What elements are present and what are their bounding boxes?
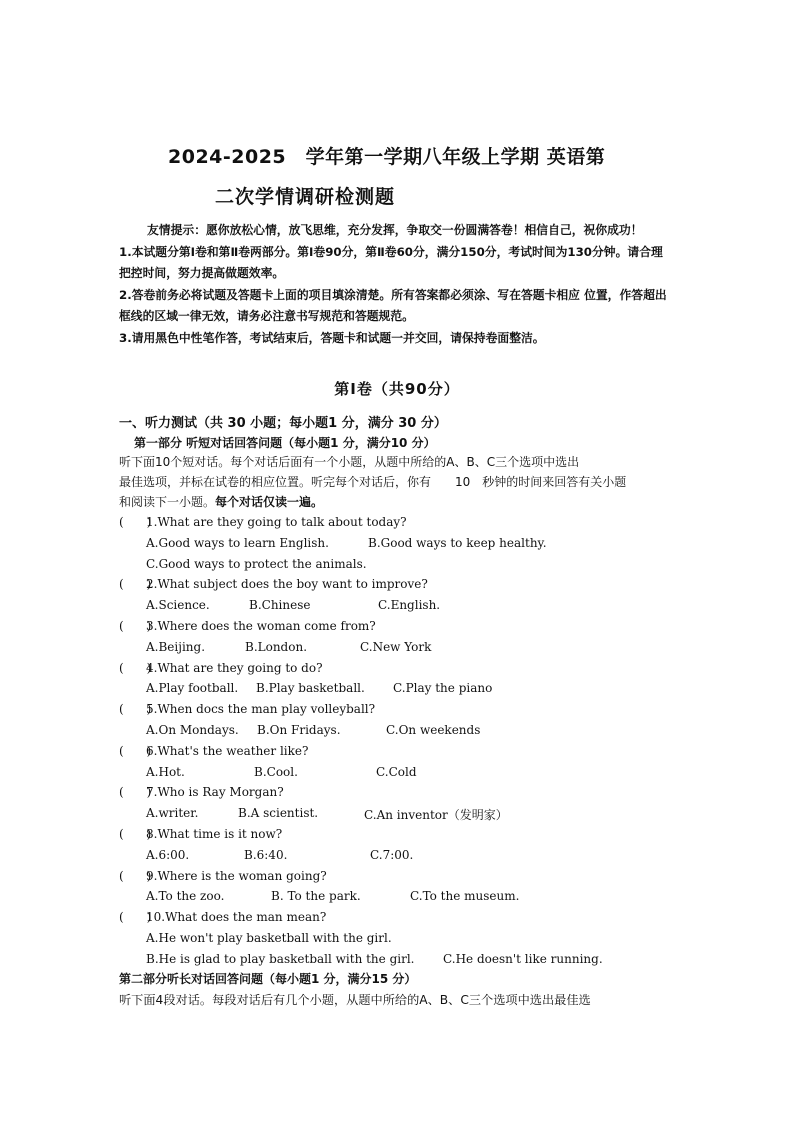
option-row [119,596,679,617]
question-stem: 6.What's the weather like? [146,743,309,758]
answer-bracket: ( ) [119,577,152,592]
tip-3: 3.请用黑色中性笔作答，考试结束后，答题卡和试题一并交回，请保持卷面整洁。 [119,331,545,345]
option-b: B.6:40. [244,847,288,862]
question-stem: 4.What are they going to do? [146,660,323,675]
question-item [119,867,679,888]
question-stem: 8.What time is it now? [146,826,283,841]
question-stem: 5.When docs the man play volleyball? [146,702,376,717]
question-stem: 3.Where does the woman come from? [146,618,376,633]
answer-bracket: ( ) [119,826,152,841]
option-a: A.Good ways to learn English. [146,535,329,550]
instruction-line [119,492,667,512]
answer-bracket: ( ) [119,785,152,800]
part-two-heading: 第二部分听长对话回答问题（每小题1 分，满分15 分） [119,972,417,986]
instruction-line: 最佳选项，并标在试卷的相应位置。听完每个对话后，你有 10 秒钟的时间来回答有关小题 [119,475,627,489]
question-item [119,908,679,929]
option-a: A.On Mondays. [146,722,239,737]
question-item [119,659,679,680]
option-row [119,638,679,659]
question-item [119,700,679,721]
option-c: C.New York [360,639,432,654]
part-two-instruction: 听下面4段对话。每段对话后有几个小题，从题中所给的A、B、C三个选项中选出最佳选 [119,993,591,1007]
option-b: B.A scientist. [238,806,319,821]
option-b: B.Cool. [254,764,298,779]
answer-bracket: ( ) [119,868,152,883]
option-a: A.Science. [146,598,210,613]
option-c: C.English. [378,598,441,613]
answer-bracket: ( ) [119,702,152,717]
question-stem: 1.What are they going to talk about today? [146,515,407,529]
instruction-line: 听下面10个短对话。每个对话后面有一个小题，从题中所给的A、B、C三个选项中选出 [119,455,580,469]
option-row [119,555,679,576]
option-b: B.He is glad to play basketball with the girl. [146,951,415,966]
instruction-text: 和阅读下一小题。 [119,495,216,509]
option-a: A.Play football. [146,681,239,696]
question-stem: 2.What subject does the boy want to improve? [146,577,428,592]
option-row [119,846,679,867]
option-b: B.Chinese [249,598,311,613]
option-c: C.On weekends [386,722,481,737]
option-b: B. To the park. [271,889,361,904]
option-c: C.An inventor（发明家） [364,808,508,823]
option-row [119,534,679,555]
question-stem: 10.What does the man mean? [146,910,327,925]
option-row [119,679,679,700]
option-row [119,763,679,784]
option-a: A.6:00. [146,847,190,862]
exam-title-line-2: 二次学情调研检测题 [215,186,396,208]
option-c: C.He doesn't like running. [443,951,603,966]
section-title: 第Ⅰ卷（共90分） [334,380,460,398]
answer-bracket: ( ) [119,660,152,675]
option-c: C.7:00. [370,847,414,862]
option-row [119,887,679,908]
option-b: B.Good ways to keep healthy. [368,535,547,550]
question-stem: 7.Who is Ray Morgan? [146,785,284,800]
answer-bracket: ( ) [119,618,152,633]
tip-1: 1.本试题分第Ⅰ卷和第Ⅱ卷两部分。第Ⅰ卷90分，第Ⅱ卷60分，满分150分，考试时间为130分钟。请合理把控时间，努力提高做题效率。 [119,245,663,280]
listening-instructions [119,452,667,512]
option-a: A.He won't play basketball with the girl. [146,930,392,945]
option-a: A.Hot. [146,764,185,779]
tip-greeting: 友情提示：愿你放松心情，放飞思维，充分发挥，争取交一份圆满答卷！相信自己，祝你成功！ [147,223,643,237]
option-b: B.London. [245,639,308,654]
answer-bracket: ( ) [119,743,152,758]
option-row [119,721,679,742]
option-row [119,804,679,825]
answer-bracket: ( ) [119,910,152,925]
exam-title-line-1: 2024-2025 学年第一学期八年级上学期 英语第 [168,146,606,168]
part-heading: 一、听力测试（共 30 小题；每小题1 分，满分 30 分） [119,416,447,431]
answer-bracket: ( ) [119,515,152,529]
option-a: A.To the zoo. [146,889,225,904]
option-c: C.Good ways to protect the animals. [146,556,367,571]
option-c: C.Play the piano [393,681,493,696]
question-item [119,513,679,534]
question-item [119,617,679,638]
question-item [119,783,679,804]
question-item [119,575,679,596]
question-item [119,742,679,763]
option-a: A.Beijing. [146,639,206,654]
option-row [119,950,679,971]
option-c: C.To the museum. [410,889,520,904]
question-stem: 9.Where is the woman going? [146,868,327,883]
question-list [119,513,679,971]
option-row [119,929,679,950]
instruction-bold-text: 每个对话仅读一遍。 [215,495,324,509]
question-item [119,825,679,846]
exam-tips [119,220,667,349]
option-c: C.Cold [376,764,417,779]
option-b: B.Play basketball. [256,681,365,696]
sub-heading: 第一部分 听短对话回答问题（每小题1 分，满分10 分） [134,436,436,450]
option-b: B.On Fridays. [257,722,341,737]
tip-2: 2.答卷前务必将试题及答题卡上面的项目填涂清楚。所有答案都必须涂、写在答题卡相应 位置，作答超出框线的区域一律无效，请务必注意书写规范和答题规范。 [119,288,667,323]
option-a: A.writer. [146,806,199,821]
